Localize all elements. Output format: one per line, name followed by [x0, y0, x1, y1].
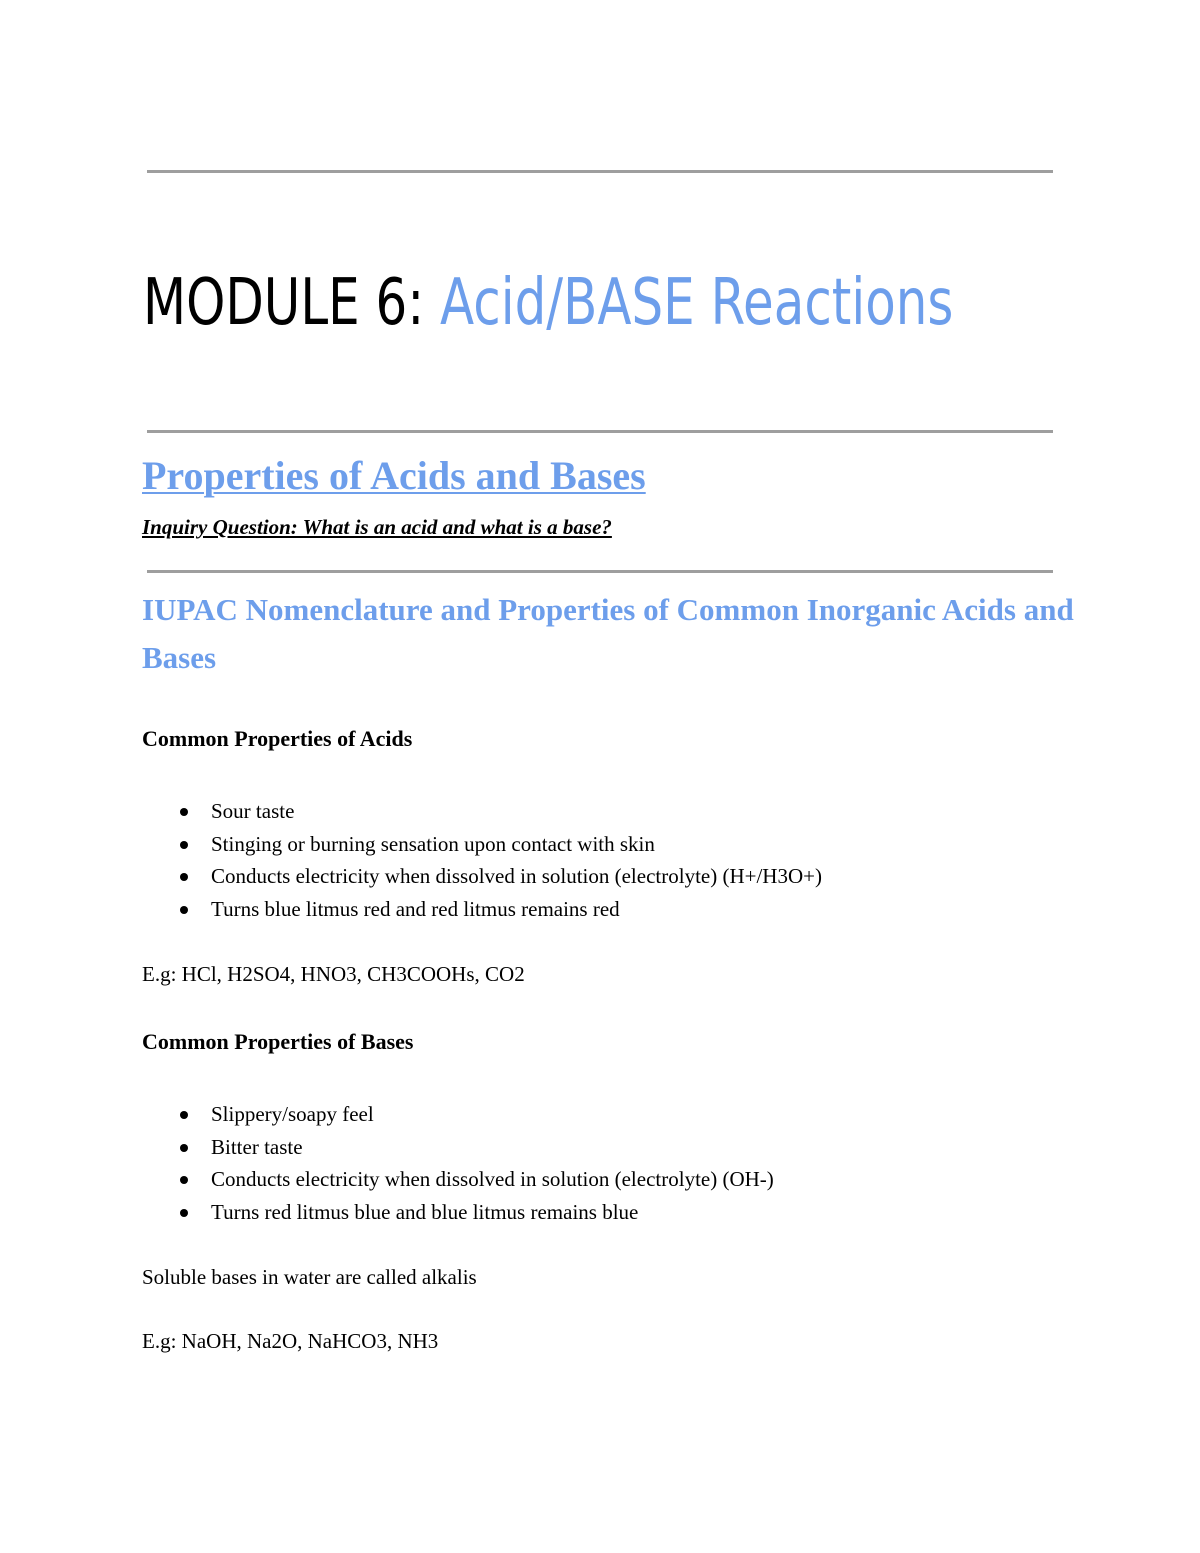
- subsection-heading: IUPAC Nomenclature and Properties of Common Inorganic Acids and Bases: [142, 592, 1074, 675]
- bullet-icon: [180, 1176, 188, 1184]
- bullet-icon: [180, 808, 188, 816]
- acids-heading: Common Properties of Acids: [142, 726, 413, 751]
- inquiry-question: Inquiry Question: What is an acid and what is a base?: [142, 515, 612, 539]
- bullet-icon: [180, 1144, 188, 1152]
- bases-properties-list: [142, 1098, 774, 1229]
- bullet-icon: [180, 1111, 188, 1119]
- bullet-icon: [180, 1209, 188, 1217]
- list-item: [142, 893, 822, 926]
- bullet-icon: [180, 873, 188, 881]
- module-title-topic: Acid/BASE Reactions: [440, 266, 954, 340]
- list-item-text: Bitter taste: [211, 1134, 303, 1159]
- section-heading: Properties of Acids and Bases: [142, 453, 646, 498]
- list-item: [142, 1196, 774, 1229]
- section-divider: [147, 570, 1053, 573]
- list-item: [142, 860, 822, 893]
- title-divider: [147, 430, 1053, 433]
- list-item: [142, 828, 822, 861]
- list-item-text: Stinging or burning sensation upon contact with skin: [211, 831, 655, 856]
- alkalis-note: Soluble bases in water are called alkalis: [142, 1265, 477, 1289]
- list-item-text: Conducts electricity when dissolved in solution (electrolyte) (OH-): [211, 1167, 774, 1192]
- bases-heading: Common Properties of Bases: [142, 1029, 414, 1054]
- list-item-text: Slippery/soapy feel: [211, 1102, 374, 1126]
- list-item: [142, 1131, 774, 1164]
- bullet-icon: [180, 906, 188, 914]
- acids-examples: E.g: HCl, H2SO4, HNO3, CH3COOHs, CO2: [142, 962, 525, 986]
- acids-properties-list: [142, 795, 822, 926]
- list-item-text: Turns red litmus blue and blue litmus remains blue: [211, 1200, 639, 1225]
- top-divider: [147, 170, 1053, 173]
- list-item-text: Conducts electricity when dissolved in solution (electrolyte) (H+/H3O+): [211, 864, 822, 889]
- list-item-text: Turns blue litmus red and red litmus remains red: [211, 897, 620, 922]
- module-title: [143, 248, 953, 358]
- list-item-text: Sour taste: [211, 799, 295, 823]
- module-title-number: MODULE 6:: [143, 266, 441, 340]
- list-item: [142, 1163, 774, 1196]
- bases-examples: E.g: NaOH, Na2O, NaHCO3, NH3: [142, 1329, 439, 1353]
- list-item: [142, 795, 822, 828]
- bullet-icon: [180, 841, 188, 849]
- list-item: [142, 1098, 774, 1131]
